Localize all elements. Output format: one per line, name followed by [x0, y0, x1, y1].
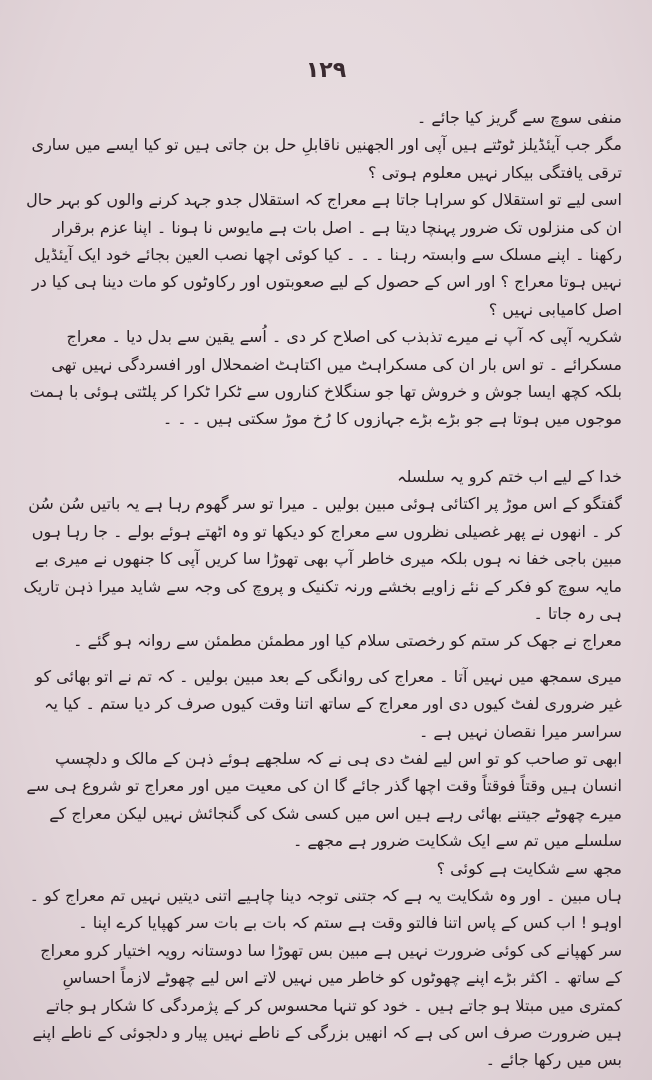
paragraph: معراج نے جھک کر ستم کو رخصتی سلام کیا اور مطمئن مطمئن سے روانہ ہو گئے ۔ — [73, 631, 622, 651]
paragraph: شکریہ آپی کہ آپ نے میرے تذبذب کی اصلاح کر دی ۔ اُسے یقین سے بدل دیا ۔ معراج مسکرائے ۔ تو اس بار ان کی مسکراہٹ میں اکتاہٹ اضمحلال اور افسردگی نہیں تھی بلکہ کچھ ایسا جوش و خروش تھا جو سنگلاخ کناروں سے ٹکرا ٹکرا کر پلٹتی ہوئی با ہمت موجوں میں ہوتا ہے جو بڑے بڑے جہازوں کا رُخ موڑ سکتی ہیں ۔ ۔ ۔ — [29, 327, 622, 429]
paragraph: سر کھپانے کی کوئی ضرورت نہیں ہے مبین بس تھوڑا سا دوستانہ رویہ اختیار کرو معراج کے ساتھ ۔ اکثر بڑے اپنے چھوٹوں کو خاطر میں نہیں لاتے اس لیے چھوٹے لازماً احساسِ کمتری میں مبتلا ہو جاتے ہیں ۔ خود کو تنہا محسوس کر کے پژمردگی کا شکار ہو جاتے ہیں ضرورت صرف اس کی ہے کہ انھیں بزرگی کے ناطے نہیں پیار و دلجوئی کے ناطے اپنے بس میں رکھا جائے ۔ — [32, 940, 622, 1070]
paragraph: اسی لیے تو استقلال کو سراہا جاتا ہے معراج کہ استقلال جدو جہد کرنے والوں کو بہر حال ان کی منزلوں تک ضرور پہنچا دیتا ہے ۔ اصل بات ہے مایوس نا ہونا ۔ اپنا عزم برقرار رکھنا ۔ اپنے مسلک سے وابستہ رہنا ۔ ۔ ۔ کیا کوئی اچھا نصب العین بجائے خود ایک آیئڈیل نہیں ہوتا معراج ؟ اور اس کے حصول کے لیے صعوبتوں اور رکاوٹوں کو مات دینا ہی کیا در اصل کامیابی نہیں ؟ — [26, 190, 622, 319]
paragraph: مگر جب آیئڈیلز ٹوٹتے ہیں آپی اور الجھنیں ناقابلِ حل بن جاتی ہیں تو کیا ایسے میں ساری ترقی یافتگی بیکار نہیں معلوم ہوتی ؟ — [31, 135, 622, 182]
paragraph: خدا کے لیے اب ختم کرو یہ سلسلہ — [397, 466, 622, 486]
paragraph: مجھ سے شکایت ہے کوئی ؟ — [436, 858, 622, 878]
paragraph-gap — [22, 433, 622, 463]
paragraph: اوہو ! اب کس کے پاس اتنا فالتو وقت ہے ستم کہ بات بے بات سر کھپایا کرے اپنا ۔ — [78, 913, 622, 933]
page-number: ۱۲۹ — [305, 58, 347, 83]
paragraph: ہاں مبین ۔ اور وہ شکایت یہ ہے کہ جتنی توجہ دینا چاہیے اتنی دیتیں نہیں تم معراج کو ۔ — [29, 885, 622, 905]
paragraph: ابھی تو صاحب کو تو اس لیے لفٹ دی ہی نے کہ سلجھے ہوئے ذہن کے مالک و دلچسپ انسان ہیں وقتاً فوقتاً وقت اچھا گذر جائے گا ان کی معیت میں اور معراج تو شروع ہی سے میرے چھوٹے جیتنے بھائی رہے ہیں اس میں کسی شک کی گنجائش نہیں لیکن معراج کے سلسلے میں تم سے ایک شکایت ضرور ہے مجھے ۔ — [26, 748, 622, 851]
paragraph: گفتگو کے اس موڑ پر اکتائی ہوئی مبین بولیں ۔ میرا تو سر گھوم رہا ہے یہ باتیں سُن سُن کر ۔ انھوں نے پھر غصیلی نظروں سے معراج کو دیکھا تو وہ اٹھتے ہوئے بولے ۔ جا رہا ہوں مبین باجی خفا نہ ہوں بلکہ میری خاطر آپ بھی تھوڑا سا کریں آپی کا جنھوں نے میری بے مایہ سوچ کو فکر کے نئے زاویے بخشے ورنہ تکنیک و پروچ کی وجہ سے شاید میرا ذہن تاریک ہی رہ جاتا ۔ — [23, 494, 622, 623]
paragraph-gap — [22, 655, 622, 663]
paragraph: میری سمجھ میں نہیں آتا ۔ معراج کی روانگی کے بعد مبین بولیں ۔ کہ تم نے اتو بھائی کو غیر ضروری لفٹ کیوں دی اور معراج کے ساتھ اتنا وقت کیوں صرف کر دیا ستم ۔ کیا یہ سراسر میرا نقصان نہیں ہے ۔ — [35, 666, 622, 741]
paragraph: منفی سوچ سے گریز کیا جائے ۔ — [416, 108, 622, 127]
page-body — [22, 104, 622, 1074]
